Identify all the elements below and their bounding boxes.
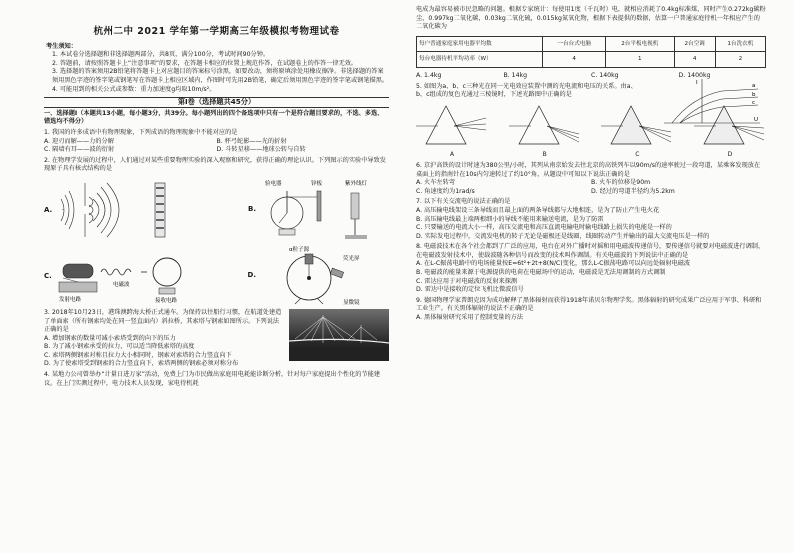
question-4 [44, 371, 389, 388]
question-3 [44, 309, 389, 369]
q3-option-b: B. 为了减小钢索承受的拉力，可以适当降低索塔的高度 [44, 343, 195, 351]
label-electroscope: 验电器 [265, 180, 282, 187]
fig-label-d: D. [247, 270, 256, 279]
photoelectric-effect-figure [259, 177, 389, 241]
q2-stem: 2. 在物理学发展的过程中，人们通过对某些重要物理实验的深入观察和研究，获得正确的理论认识。下列图示的实验中导致发现原子具有核式结构的是 [44, 156, 386, 173]
q2-figure-d [248, 244, 389, 306]
table-row [417, 52, 766, 68]
table-cell: 4 [674, 52, 715, 68]
electromagnetic-wave-figure [55, 246, 195, 306]
prism-label-b: B [542, 151, 547, 159]
note-2: 2. 答题前，请按照答题卡上“注意事项”的要求，在答题卡相应的位置上规范作答，在试题卷上的作答一律无效。 [52, 59, 358, 67]
question-8 [416, 243, 766, 295]
q8-option-d: D. 雷达中是接收的定位飞机比微波信号 [416, 286, 524, 294]
q8-stem: 8. 电磁波技术在各个社会都到了广泛的应用，电台在对外广播时对摇和用电磁波传递信号，要传递信号就要对电磁波进行调制，在电磁波发射技术中，使载波随各种信号而改变的技术叫作调制。有关电磁波的下列说法中正确的是 [416, 243, 765, 259]
prism-option-b [509, 104, 581, 160]
q1-option-b: B. 杯弓蛇影——光的折射 [216, 137, 287, 145]
table-cell: 一台台式电脑 [543, 36, 606, 52]
q9-stem: 9. 德国物理学家普朗克因为成功解释了黑体辐射而获得1918年诺贝尔物理学奖。黑体辐射的研究成果广泛应用于军事、科研和工业生产。有关黑体辐射的说法不正确的是 [416, 296, 762, 313]
q3-option-d: D. 为了使索塔受到钢索的合力竖直向下，索塔两侧的钢索必须对称分布 [44, 360, 239, 368]
q1-stem: 1. 我国的许多成语中有物理现象，下列成语的物理现象中不能对应的是 [44, 128, 238, 136]
q6-option-c: C. 角速度约为1rad/s [416, 187, 475, 195]
q1-option-c: C. 隔墙有耳——波的衍射 [44, 146, 115, 154]
prism-a-icon [416, 104, 488, 148]
double-slit-interference-figure [55, 179, 175, 241]
q1-option-a: A. 迎刃而解——力的分解 [44, 137, 114, 145]
part-title: 第Ⅰ卷（选择题共45分） [44, 97, 389, 108]
label-zinc-plate: 锌板 [311, 180, 323, 187]
q2-figure-b [248, 177, 389, 241]
label-uv-lamp: 紫外线灯 [345, 180, 368, 187]
table-cell: 1台洗衣机 [715, 36, 765, 52]
q6-option-a: A. 火车左转弯 [416, 179, 455, 187]
q8-option-c: C. 雷达应用于对电磁波的反射来探测 [416, 277, 518, 285]
q3-option-a: A. 增加钢索的数量可减小索塔受到的向下的压力 [44, 334, 176, 342]
q7-option-d: D. 实际发电过程中，交流发电机的转子无论是磁极还是线圈，线圈转动产生并输出的最大交流电压是一样的 [416, 232, 710, 240]
table-cell: 2 [715, 52, 765, 68]
q6-option-b: B. 火车的位移是90m [591, 179, 651, 187]
question-6 [416, 162, 766, 196]
alpha-scattering-figure [259, 244, 389, 306]
note-1: 1. 本试卷分选择题和非选择题两部分，共8页，满分100分，考试时间90分钟。 [52, 51, 270, 59]
curve-label-b: b [752, 91, 756, 98]
fig-label-a: A. [44, 205, 53, 214]
table-row [417, 36, 766, 52]
label-alpha-source: α粒子源 [289, 246, 310, 253]
photocurrent-voltage-graph [662, 77, 762, 127]
fig-label-c: C. [44, 271, 52, 280]
q2-figures-row1 [44, 177, 389, 241]
label-screen: 荧光屏 [343, 255, 360, 262]
q8-option-b: B. 电磁波的能量来源于电源提供的电荷在电磁场中的运动，电磁波是无法用调制的方式调制 [416, 269, 666, 277]
curve-label-c: c [752, 99, 756, 106]
axis-label-i: I [696, 79, 698, 86]
appliance-standby-table [416, 36, 766, 68]
q4-option-d: D. 1400kg [678, 71, 711, 79]
note-4: 4. 可能用到的相关公式或参数：重力加速度g均取10m/s²。 [52, 85, 216, 93]
q6-option-d: D. 经过的弯道半径约为5.2km [591, 187, 675, 195]
notes-header: 考生须知： [46, 42, 77, 50]
q2-figure-a [44, 179, 175, 241]
q3-stem: 3. 2018年10月23日，港珠澳跨海大桥正式通车。为保持以往船行习惯，在航道处建造了单面索（所有钢索均处在同一竖直面内）斜拉桥，其索塔与钢索如图所示。下列说法正确的是 [44, 308, 282, 334]
table-cell: 每台电器待机平均功率（W） [417, 52, 543, 68]
fig-label-b: B. [248, 204, 256, 213]
bridge-photo [289, 309, 389, 361]
q3-option-c: C. 索塔两侧钢索对称且拉力大小相同时，钢索对索塔的合力竖直向下 [44, 351, 232, 359]
q9-option-a: A. 黑体辐射研究采用了控制变量的方法 [416, 314, 524, 322]
right-column [416, 6, 766, 323]
q4-option-c: C. 140kg [591, 71, 619, 79]
q1-option-d: D. 斗转星移——地球公转与自转 [216, 146, 306, 154]
q7-option-a: A. 高压输电线架设三条导线而且最上面的两条导线都与大地相连，是为了防止产生电火花 [416, 206, 660, 214]
question-9 [416, 297, 766, 323]
exam-title: 杭州二中 2021 学年第一学期高三年级模拟考物理试卷 [93, 26, 340, 37]
prism-label-c: C [635, 151, 640, 159]
prism-label-d: D [727, 151, 733, 159]
label-em-wave: 电磁波 [112, 281, 130, 288]
q4-option-a: A. 1.4kg [416, 71, 442, 79]
left-column [44, 6, 389, 388]
table-cell: 2台空调 [674, 36, 715, 52]
label-microscope: 显微镜 [343, 299, 360, 306]
label-transmit-circuit: 发射电路 [58, 296, 81, 303]
question-7 [416, 198, 766, 241]
cable-stayed-bridge-image [289, 309, 389, 361]
prism-label-a: A [449, 151, 455, 159]
section1-title: 一、选择题Ⅰ（本题共13小题，每小题3分，共39分。每小题列出的四个备选项中只有一个是符合题目要求的，不选、多选、错选均不得分） [44, 109, 384, 126]
q7-option-c: C. 只要输送的电流大小一样，高压交流电和高压直流电输电时输电线路上损失的电能是一样的 [416, 224, 672, 232]
q4-option-b: B. 14kg [503, 71, 528, 79]
q8-option-a: A. 在L-C振荡电路中的电场能量按E=6t²+2t+8(N/C)变化，那么L-C振荡电路可以向远处辐射电磁波 [416, 260, 691, 268]
question-5 [416, 79, 766, 160]
prism-option-a [416, 104, 488, 160]
curve-label-a: a [752, 82, 756, 89]
q2-figure-c [44, 246, 195, 306]
note-3: 3. 选择题的答案须用2B铅笔将答题卡上对应题目的答案标号涂黑，如要改动，须将原填涂处用橡皮擦净。非选择题的答案须用黑色字迹的签字笔或钢笔写在答题卡上相应区域内，作图时可先用2B铅笔，确定后须用黑色字迹的签字笔或钢笔描黑。 [52, 68, 389, 84]
q7-stem: 7. 以下有关交流电的说法正确的是 [416, 198, 511, 206]
axis-label-u: U [754, 116, 759, 123]
question-1 [44, 129, 389, 155]
q4-stem: 4. 某地力公司曾举办“计量日进万家”活动，免费上门为市民做出家庭用电耗能诊断分析，针对每户家庭提出个性化的节能建议。在上门实测过程中，电力技术人员发现，家电待机耗 [44, 371, 381, 387]
table-cell: 4 [543, 52, 606, 68]
q7-option-b: B. 高压输电线最上端两根细小的导线不能用来输送电流，是为了防雷 [416, 215, 604, 223]
table-cell: 每户普通家庭家用电器平均数 [417, 36, 543, 52]
q6-stem: 6. 京沪高铁的设计时速为380公里/小时，其列从南京始发去往北京的高铁列车以90m/s的速率驶过一段弯道，某乘客发现放在桌面上的指南针在10s内匀速转过了约10°角，从题设中可知以下说法正确的是 [416, 161, 761, 178]
table-cell: 1 [606, 52, 674, 68]
q5-stem: 5. 如图为a、b、c三种光在同一光电效应装置中测的光电流和电压的关系。由a、b、c组成的复色光通过三棱镜时，下述光路图中正确的是 [416, 82, 637, 99]
label-receive-circuit: 接收电路 [154, 297, 177, 304]
prism-b-icon [509, 104, 581, 148]
question-2 [44, 157, 389, 306]
table-cell: 2台平板电视机 [606, 36, 674, 52]
q4-stem-continued: 电成为最容易被市民忽略的问题。根据专家统计：每使用1度（千瓦时）电，就相应消耗了0.4kg标准煤，同时产生0.272kg碳粉尘，0.997kg二氧化碳，0.03kg二氧化硫，0.015kg氮氧化物，根据下表提供的数据，估算一户普通家庭待机一年相应产生的二氧化碳为 [416, 6, 766, 31]
q2-figures-row2 [44, 244, 389, 306]
